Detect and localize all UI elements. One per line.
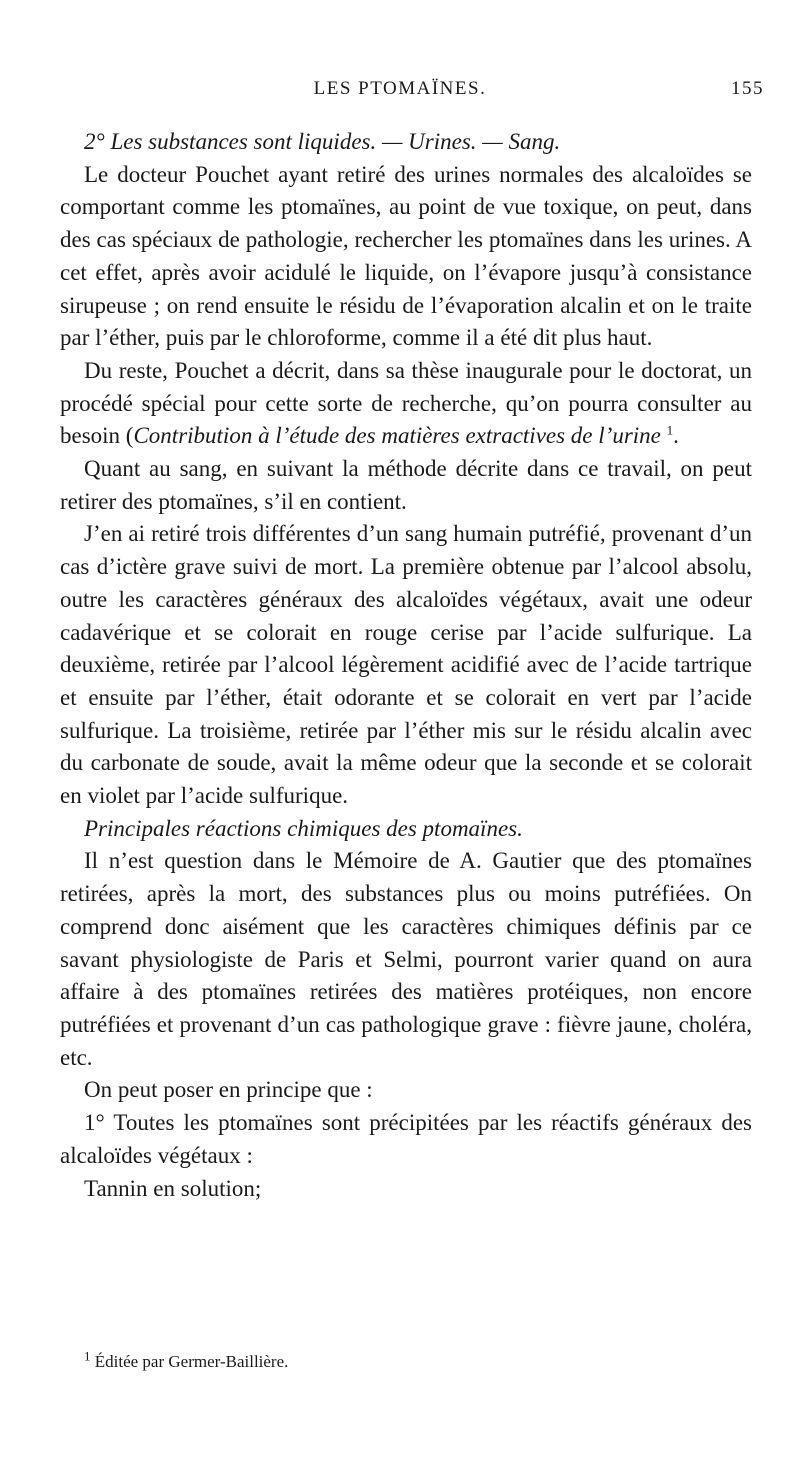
footnote-marker: 1 [84, 1348, 91, 1364]
section-heading-liquids: 2° Les substances sont liquides. — Urines. — Sang. [84, 129, 561, 154]
footnote-reference: 1 [666, 422, 674, 438]
paragraph-blood: Quant au sang, en suivant la méthode décrite dans ce travail, on peut retirer des ptomaïnes, s’il en contient. [60, 456, 752, 514]
page-number: 155 [731, 78, 764, 99]
running-header [0, 74, 800, 104]
footnote [60, 1348, 752, 1373]
section-heading-reactions: Principales réactions chimiques des ptomaïnes. [84, 815, 523, 841]
paragraph-pouchet-end: . [673, 423, 679, 449]
footnote-text: Éditée par Germer-Baillière. [90, 1352, 289, 1371]
paragraph-principle: On peut poser en principe que : [84, 1077, 373, 1103]
cited-work-title: Contribution à l’étude des matières extractives de l’urine [133, 423, 661, 449]
paragraph-tannin: Tannin en solution; [84, 1175, 262, 1201]
body-text [60, 126, 752, 1205]
paragraph-pouchet [60, 355, 752, 453]
paragraph-gautier: Il n’est question dans le Mémoire de A. Gautier que des ptomaïnes retirées, après la mort, des substances plus ou moins putréfiées. On comprend donc aisément que les caractères chimiques définis par ce savant physiologiste de Paris et Selmi, pourront varier quand on aura affaire à des ptomaïnes retirées des matières protéiques, non encore putréfiées et provenant d’un cas pathologique grave : fièvre jaune, choléra, etc. [60, 848, 752, 1070]
paragraph-rule-1: 1° Toutes les ptomaïnes sont précipitées par les réactifs généraux des alcaloïdes végétaux : [60, 1110, 752, 1168]
paragraph-three-ptomaines: J’en ai retiré trois différentes d’un sang humain putréfié, provenant d’un cas d’ictère grave suivi de mort. La première obtenue par l’alcool absolu, outre les caractères généraux des alcaloïdes végétaux, avait une odeur cadavérique et se colorait en rouge cerise par l’acide sulfurique. La deuxième, retirée par l’alcool légèrement acidifié avec de l’acide tartrique et ensuite par l’éther, était odorante et se colorait en vert par l’acide sulfurique. La troisième, retirée par l’éther mis sur le résidu alcalin avec du carbonate de soude, avait la même odeur que la seconde et se colorait en violet par l’acide sulfurique. [60, 521, 752, 809]
running-title: LES PTOMAÏNES. [313, 78, 487, 99]
paragraph-urines: Le docteur Pouchet ayant retiré des urines normales des alcaloïdes se comportant comme les ptomaïnes, au point de vue toxique, on peut, dans des cas spéciaux de pathologie, rechercher les ptomaïnes dans les urines. A cet effet, après avoir acidulé le liquide, on l’évapore jusqu’à consistance sirupeuse ; on rend ensuite le résidu de l’évaporation alcalin et on le traite par l’éther, puis par le chloroforme, comme il a été dit plus haut. [60, 161, 752, 351]
paragraph-pouchet-text: Du reste, Pouchet a décrit, dans sa thèse inaugurale pour le doctorat, un procédé spécial pour cette sorte de recherche, qu’on pourra consulter au besoin ( [60, 357, 752, 449]
